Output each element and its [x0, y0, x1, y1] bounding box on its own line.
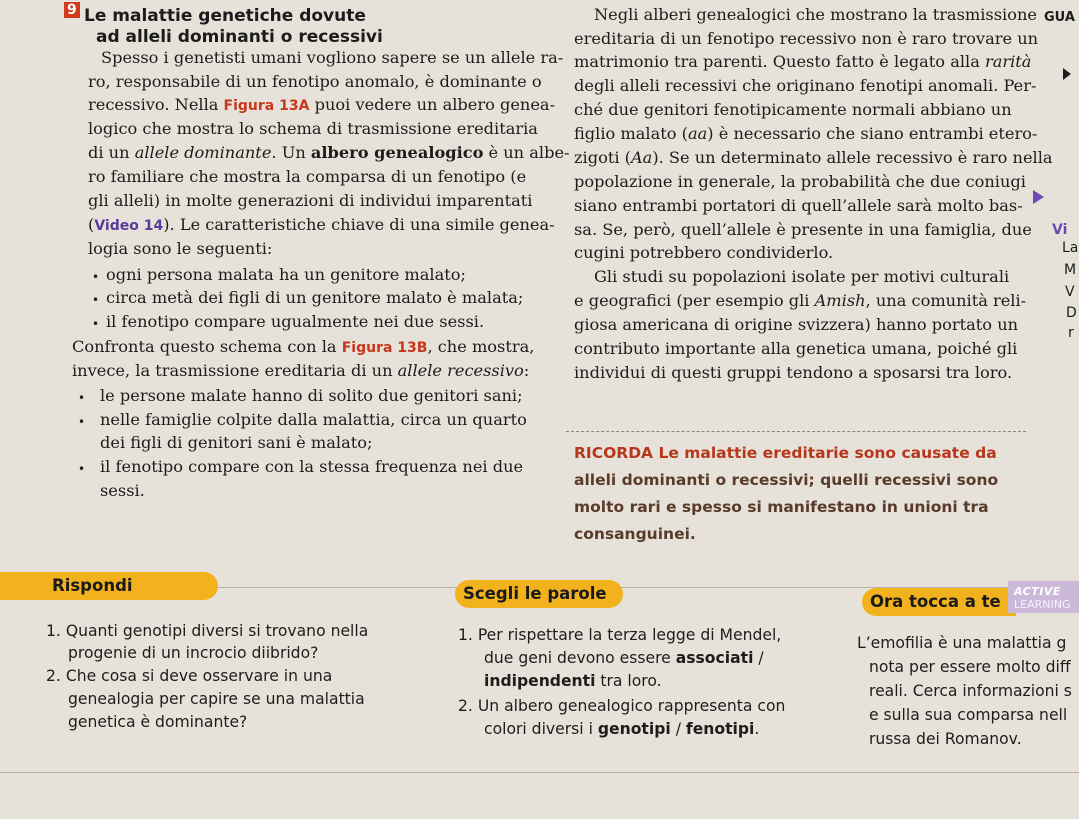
bottom-rule — [0, 772, 1079, 773]
scegli-pill: Scegli le parole — [455, 580, 623, 608]
right-p2-line3: giosa americana di origine svizzera) hanno portato un — [574, 315, 1019, 334]
ora-tocca-pill: Ora tocca a te — [862, 588, 1016, 616]
bullet2-item2: nelle famiglie colpite dalla malattia, circa un quarto — [100, 410, 527, 429]
right-p2-line4: contributo importante alla genetica umana, poiché gli — [574, 339, 1018, 358]
left-p1-line3: recessivo. Nella Figura 13A puoi vedere un albero genea- — [88, 95, 556, 114]
left-p1-line9: logia sono le seguenti: — [88, 239, 273, 258]
bullet1-item1: ogni persona malata ha un genitore malato; — [106, 265, 466, 284]
scegli-q2-line2: colori diversi i genotipi / fenotipi. — [484, 720, 760, 738]
rispondi-pill: Rispondi — [0, 572, 218, 600]
right-p1-line5: ché due genitori fenotipicamente normali abbiano un — [574, 100, 1012, 119]
section-number: 9 — [64, 2, 80, 18]
ricorda-keyword: RICORDA — [574, 444, 654, 462]
left-p1-line1: Spesso i genetisti umani vogliono sapere se un allele ra- — [101, 48, 564, 67]
right-p2-line5: individui di questi gruppi tendono a sposarsi tra loro. — [574, 363, 1013, 382]
right-p1-line2: ereditaria di un fenotipo recessivo non è raro trovare un — [574, 29, 1039, 48]
scegli-q2-line1: 2. Un albero genealogico rappresenta con — [458, 697, 786, 715]
arrow-right-icon — [1063, 68, 1071, 80]
margin-la: La — [1062, 240, 1079, 256]
rispondi-q2-line2: genealogia per capire se una malattia — [68, 690, 365, 708]
bullet1-item2: circa metà dei figli di un genitore malato è malata; — [106, 288, 524, 307]
section-title-line1: Le malattie genetiche dovute — [84, 6, 366, 26]
margin-d: D — [1066, 305, 1077, 321]
right-p1-line11: cugini potrebbero condividerlo. — [574, 243, 834, 262]
choice-indipendenti[interactable]: indipendenti — [484, 672, 596, 690]
ricorda-line2: alleli dominanti o recessivi; quelli recessivi sono — [574, 471, 999, 489]
rispondi-q2-line3: genetica è dominante? — [68, 713, 248, 731]
bullet-icon: • — [92, 317, 100, 331]
scegli-q1-line3: indipendenti tra loro. — [484, 672, 662, 690]
video-14-link[interactable]: Video 14 — [94, 218, 164, 234]
ricorda-line1: RICORDA Le malattie ereditarie sono causate da — [574, 444, 997, 462]
right-p1-line9: siano entrambi portatori di quell’allele sarà molto bas- — [574, 196, 1023, 215]
play-icon[interactable] — [1033, 190, 1044, 204]
figure-13b-link[interactable]: Figura 13B — [341, 340, 428, 356]
bullet2-item1: le persone malate hanno di solito due genitori sani; — [100, 386, 523, 405]
right-p1-line1: Negli alberi genealogici che mostrano la trasmissione — [594, 5, 1037, 24]
left-p2-line1: Confronta questo schema con la Figura 13B, che mostra, — [72, 337, 535, 356]
margin-gua: GUA — [1044, 10, 1075, 25]
ora-tocca-line4: e sulla sua comparsa nell — [869, 706, 1068, 724]
margin-vi: Vi — [1052, 222, 1068, 238]
bullet-icon: • — [92, 270, 100, 284]
ricorda-line4: consanguinei. — [574, 525, 696, 543]
section-title-line2: ad alleli dominanti o recessivi — [96, 27, 383, 47]
right-p2-line2: e geografici (per esempio gli Amish, una comunità reli- — [574, 291, 1027, 310]
bullet2-item2-cont: dei figli di genitori sani è malato; — [100, 433, 373, 452]
right-p2-line1: Gli studi su popolazioni isolate per motivi culturali — [594, 267, 1010, 286]
right-p1-line3: matrimonio tra parenti. Questo fatto è legato alla rarità — [574, 52, 1032, 71]
left-p1-line2: ro, responsabile di un fenotipo anomalo, è dominante o — [88, 72, 542, 91]
right-p1-line7: zigoti (Aa). Se un determinato allele recessivo è raro nella — [574, 148, 1053, 167]
figure-13a-link[interactable]: Figura 13A — [223, 98, 310, 114]
margin-r: r — [1068, 325, 1074, 341]
right-p1-line6: figlio malato (aa) è necessario che siano entrambi etero- — [574, 124, 1038, 143]
ricorda-divider — [566, 431, 1026, 432]
active-learning-badge: ACTIVE LEARNING — [1008, 581, 1079, 613]
rispondi-q2-line1: 2. Che cosa si deve osservare in una — [46, 667, 333, 685]
left-p2-line2: invece, la trasmissione ereditaria di un allele recessivo: — [72, 361, 530, 380]
bullet2-item3-cont: sessi. — [100, 481, 145, 500]
left-p1-line6: ro familiare che mostra la comparsa di un fenotipo (e — [88, 167, 527, 186]
ora-tocca-line5: russa dei Romanov. — [869, 730, 1022, 748]
margin-m: M — [1064, 262, 1077, 278]
scegli-q1-line2: due geni devono essere associati / — [484, 649, 764, 667]
right-p1-line10: sa. Se, però, quell’allele è presente in una famiglia, due — [574, 220, 1032, 239]
margin-v: V — [1065, 284, 1075, 300]
bullet-icon: • — [78, 415, 86, 429]
ora-tocca-line1: L’emofilia è una malattia g — [857, 634, 1067, 652]
rispondi-q1-line2: progenie di un incrocio diibrido? — [68, 644, 319, 662]
right-p1-line8: popolazione in generale, la probabilità che due coniugi — [574, 172, 1026, 191]
bullet-icon: • — [78, 391, 86, 405]
left-p1-line7: gli alleli) in molte generazioni di individui imparentati — [88, 191, 533, 210]
right-p1-line4: degli alleli recessivi che originano fenotipi anomali. Per- — [574, 76, 1037, 95]
choice-associati[interactable]: associati — [675, 649, 754, 667]
left-p1-line4: logico che mostra lo schema di trasmissione ereditaria — [88, 119, 538, 138]
scegli-q1-line1: 1. Per rispettare la terza legge di Mendel, — [458, 626, 782, 644]
ora-tocca-line2: nota per essere molto diff — [869, 658, 1071, 676]
choice-genotipi[interactable]: genotipi — [597, 720, 671, 738]
bullet-icon: • — [78, 462, 86, 476]
bullet1-item3: il fenotipo compare ugualmente nei due sessi. — [106, 312, 485, 331]
ricorda-line3: molto rari e spesso si manifestano in unioni tra — [574, 498, 989, 516]
ora-tocca-line3: reali. Cerca informazioni s — [869, 682, 1072, 700]
bullet-icon: • — [92, 293, 100, 307]
rispondi-q1-line1: 1. Quanti genotipi diversi si trovano nella — [46, 622, 369, 640]
left-p1-line5: di un allele dominante. Un albero genealogico è un albe- — [88, 143, 570, 162]
choice-fenotipi[interactable]: fenotipi — [685, 720, 755, 738]
bullet2-item3: il fenotipo compare con la stessa frequenza nei due — [100, 457, 524, 476]
left-p1-line8: (Video 14). Le caratteristiche chiave di una simile genea- — [88, 215, 555, 234]
